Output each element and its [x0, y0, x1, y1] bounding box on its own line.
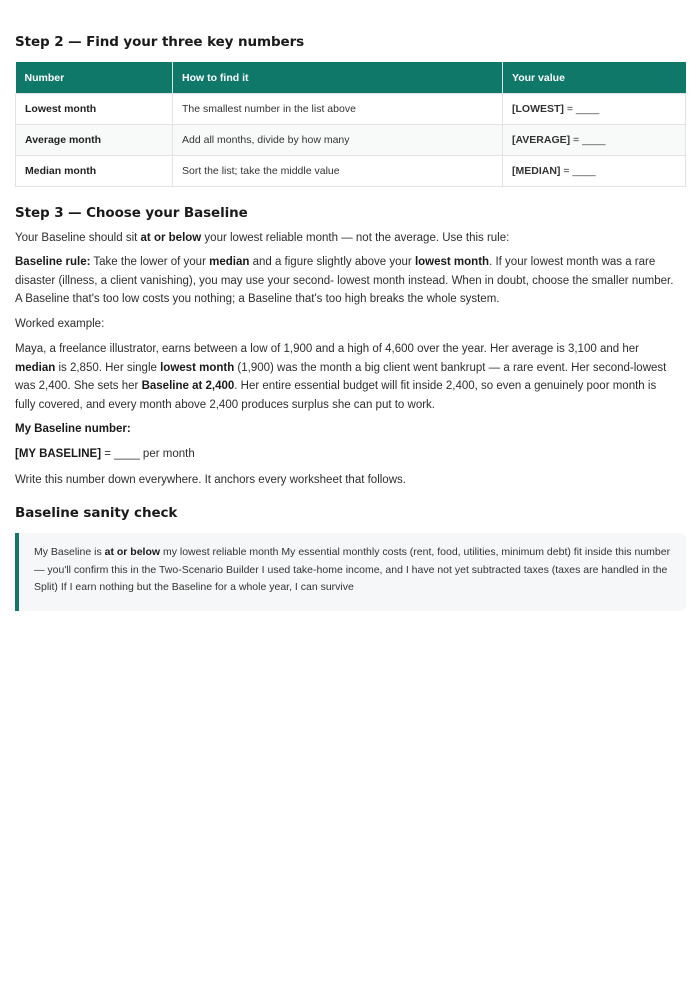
table-row	[16, 94, 686, 125]
value-blank: = ____	[570, 134, 606, 146]
example-emphasis-median: median	[15, 361, 56, 374]
example-text: Maya, a freelance illustrator, earns between a low of 1,900 and a high of 4,600 over the year. Her average is 3,100 and her	[15, 343, 639, 355]
sanity-check-callout	[15, 533, 686, 611]
my-baseline-label: My Baseline number:	[15, 423, 131, 435]
value-token: [AVERAGE]	[512, 134, 571, 146]
rule-emphasis-median: median	[209, 256, 250, 268]
sanity-check-heading: Baseline sanity check	[15, 505, 178, 521]
row-number-label: Lowest month	[16, 94, 173, 125]
key-numbers-table	[15, 62, 686, 187]
column-header-number: Number	[16, 62, 173, 94]
rule-text: . If your lowest month was a rare disaster (illness, a client vanishing), you may use your second- lowest month instead. When in doubt, choose the smaller number. A Baseline that's too low costs you nothing; a Baseline that's too high breaks the whole system.	[15, 256, 674, 306]
rule-text: and a figure slightly above your	[249, 256, 415, 268]
step2-heading: Step 2 — Find your three key numbers	[15, 34, 305, 50]
sanity-text: my lowest reliable month My essential monthly costs (rent, food, utilities, minimum debt) fit inside this number — you'll confirm this in the Two-Scenario Builder I used take-home income, and I have not yet subtracted taxes (taxes are handled in the Split) If I earn nothing but the Baseline for a whole year, I can survive	[34, 546, 671, 594]
row-number-label: Average month	[16, 125, 173, 156]
example-text: . Her entire essential budget will fit inside 2,400, so even a genuinely poor month is fully covered, and every month above 2,400 produces surplus she can put to work.	[15, 380, 657, 411]
table-header-row	[16, 62, 686, 94]
my-baseline-blank: = ____ per month	[101, 448, 195, 460]
value-token: [LOWEST]	[512, 103, 564, 115]
step3-heading: Step 3 — Choose your Baseline	[15, 205, 248, 221]
baseline-rule	[15, 253, 677, 309]
baseline-intro	[15, 229, 677, 248]
column-header-value: Your value	[503, 62, 686, 94]
row-value-field[interactable]	[503, 94, 686, 125]
value-blank: = ____	[560, 165, 596, 177]
row-number-label: Median month	[16, 156, 173, 187]
sanity-emphasis: at or below	[104, 546, 161, 558]
value-token: [MEDIAN]	[512, 165, 561, 177]
column-header-how: How to find it	[173, 62, 503, 94]
example-emphasis-baseline: Baseline at 2,400	[141, 380, 235, 393]
example-text: (1,900) was the month a big client went bankrupt — a rare event. Her second-lowest was 2,400. She sets her	[15, 361, 667, 393]
my-baseline-field[interactable]	[15, 445, 677, 464]
sanity-text: My Baseline is	[34, 546, 105, 558]
rule-text: Take the lower of your	[90, 256, 210, 268]
value-blank: = ____	[563, 103, 600, 115]
row-how-text: The smallest number in the list above	[173, 94, 503, 125]
row-how-text: Sort the list; take the middle value	[173, 156, 503, 187]
rule-emphasis-lowest: lowest month	[414, 256, 490, 268]
row-value-field[interactable]	[503, 125, 686, 156]
table-row	[16, 125, 686, 156]
example-emphasis-lowest: lowest month	[160, 361, 235, 374]
example-text: is 2,850. Her single	[55, 361, 161, 374]
rule-label: Baseline rule:	[15, 256, 91, 268]
worked-example	[15, 340, 677, 414]
intro-text: your lowest reliable month — not the average. Use this rule:	[201, 232, 510, 244]
write-note: Write this number down everywhere. It anchors every worksheet that follows.	[15, 474, 406, 486]
intro-emphasis: at or below	[140, 232, 202, 244]
table-row	[16, 156, 686, 187]
worked-example-label: Worked example:	[15, 318, 105, 330]
row-value-field[interactable]	[503, 156, 686, 187]
my-baseline-token: [MY BASELINE]	[15, 448, 102, 460]
row-how-text: Add all months, divide by how many	[173, 125, 503, 156]
intro-text: Your Baseline should sit	[15, 232, 141, 244]
